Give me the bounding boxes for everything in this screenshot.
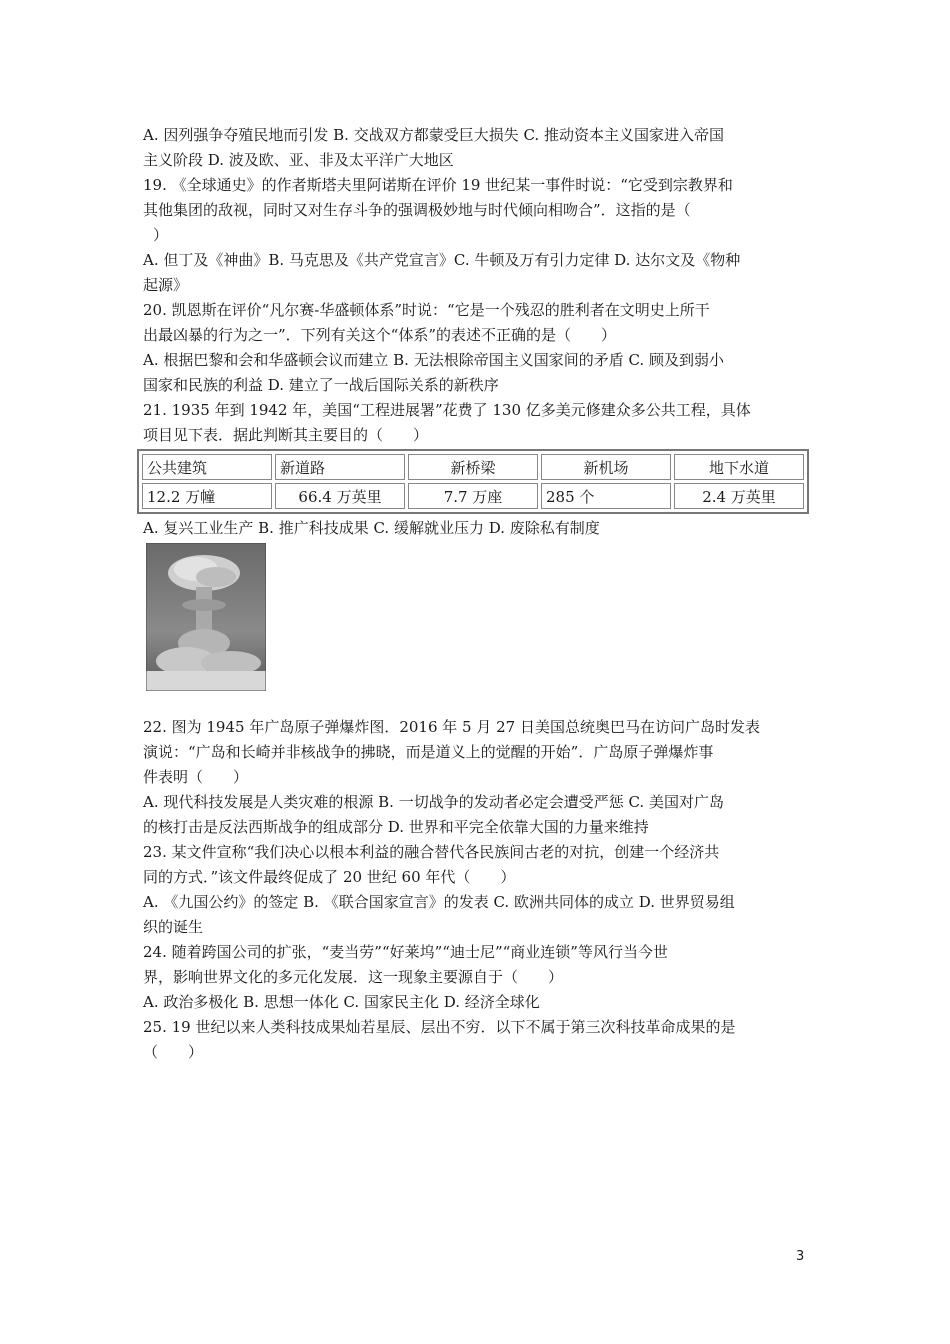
table-header-cell: 公共建筑 bbox=[142, 454, 272, 480]
question-24: 24. 随着跨国公司的扩张，“麦当劳”“好莱坞”“迪士尼”“商业连锁”等风行当今世 bbox=[143, 943, 668, 961]
text-line: ） bbox=[153, 226, 169, 244]
table-header-cell: 新道路 bbox=[275, 454, 405, 480]
table-cell: 66.4 万英里 bbox=[275, 483, 405, 509]
text-line: 项目见下表．据此判断其主要目的（ ） bbox=[143, 426, 429, 444]
text-line: A. 根据巴黎和会和华盛顿会议而建立 B. 无法根除帝国主义国家间的矛盾 C. 顾及到弱小 bbox=[143, 351, 724, 369]
public-works-table bbox=[137, 449, 809, 514]
table-header-cell: 新机场 bbox=[541, 454, 671, 480]
table-header-cell: 新桥梁 bbox=[408, 454, 538, 480]
table-header-cell: 地下水道 bbox=[674, 454, 804, 480]
text-line: 国家和民族的利益 D. 建立了一战后国际关系的新秩序 bbox=[143, 376, 499, 394]
text-line: A. 因列强争夺殖民地而引发 B. 交战双方都蒙受巨大损失 C. 推动资本主义国家进入帝国 bbox=[143, 126, 724, 144]
atomic-bomb-photo bbox=[146, 543, 266, 691]
question-23: 23. 某文件宣称“我们决心以根本利益的融合替代各民族间古老的对抗，创建一个经济共 bbox=[143, 843, 720, 861]
table-cell: 12.2 万幢 bbox=[142, 483, 272, 509]
text-line: A. 复兴工业生产 B. 推广科技成果 C. 缓解就业压力 D. 废除私有制度 bbox=[143, 519, 600, 537]
text-block-top bbox=[143, 123, 808, 448]
q21-options bbox=[143, 516, 808, 541]
text-line: 界，影响世界文化的多元化发展．这一现象主要源自于（ ） bbox=[143, 968, 564, 986]
text-line: 主义阶段 D. 波及欧、亚、非及太平洋广大地区 bbox=[143, 151, 454, 169]
text-line: A. 《九国公约》的签定 B. 《联合国家宣言》的发表 C. 欧洲共同体的成立 D. 世界贸易组 bbox=[143, 893, 735, 911]
text-line: A. 现代科技发展是人类灾难的根源 B. 一切战争的发动者必定会遭受严惩 C. 美国对广岛 bbox=[143, 793, 724, 811]
text-line: 起源》 bbox=[143, 276, 189, 294]
question-20: 20. 凯恩斯在评价“凡尔赛-华盛顿体系”时说：“它是一个残忍的胜利者在文明史上所干 bbox=[143, 301, 710, 319]
question-21: 21. 1935 年到 1942 年，美国“工程进展署”花费了 130 亿多美元修建众多公共工程，具体 bbox=[143, 401, 751, 419]
text-line: A. 政治多极化 B. 思想一体化 C. 国家民主化 D. 经济全球化 bbox=[143, 993, 540, 1011]
text-line: 出最凶暴的行为之一”．下列有关这个“体系”的表述不正确的是（ ） bbox=[143, 326, 617, 344]
table-row bbox=[142, 483, 804, 509]
text-line: 件表明（ ） bbox=[143, 768, 249, 786]
text-line: （ ） bbox=[143, 1043, 204, 1061]
question-22: 22. 图为 1945 年广岛原子弹爆炸图．2016 年 5 月 27 日美国总统奥巴马在访问广岛时发表 bbox=[143, 718, 760, 736]
text-line: 的核打击是反法西斯战争的组成部分 D. 世界和平完全依靠大国的力量来维持 bbox=[143, 818, 649, 836]
table-cell: 285 个 bbox=[541, 483, 671, 509]
question-19: 19. 《全球通史》的作者斯塔夫里阿诺斯在评价 19 世纪某一事件时说：“它受到宗教界和 bbox=[143, 176, 733, 194]
text-line: 织的诞生 bbox=[143, 918, 204, 936]
text-block-bottom bbox=[143, 715, 808, 1065]
table-row bbox=[142, 454, 804, 480]
question-25: 25. 19 世纪以来人类科技成果灿若星辰、层出不穷．以下不属于第三次科技革命成果的是 bbox=[143, 1018, 736, 1036]
text-line: 同的方式．”该文件最终促成了 20 世纪 60 年代（ ） bbox=[143, 868, 516, 886]
table-cell: 7.7 万座 bbox=[408, 483, 538, 509]
text-line: 其他集团的敌视，同时又对生存斗争的强调极妙地与时代倾向相吻合”．这指的是（ bbox=[143, 201, 691, 219]
page-number: 3 bbox=[796, 1249, 805, 1264]
text-line: A. 但丁及《神曲》B. 马克思及《共产党宣言》C. 牛顿及万有引力定律 D. 达尔文及《物种 bbox=[143, 251, 741, 269]
table-cell: 2.4 万英里 bbox=[674, 483, 804, 509]
text-line: 演说：“广岛和长崎并非核战争的拂晓，而是道义上的觉醒的开始”．广岛原子弹爆炸事 bbox=[143, 743, 714, 761]
